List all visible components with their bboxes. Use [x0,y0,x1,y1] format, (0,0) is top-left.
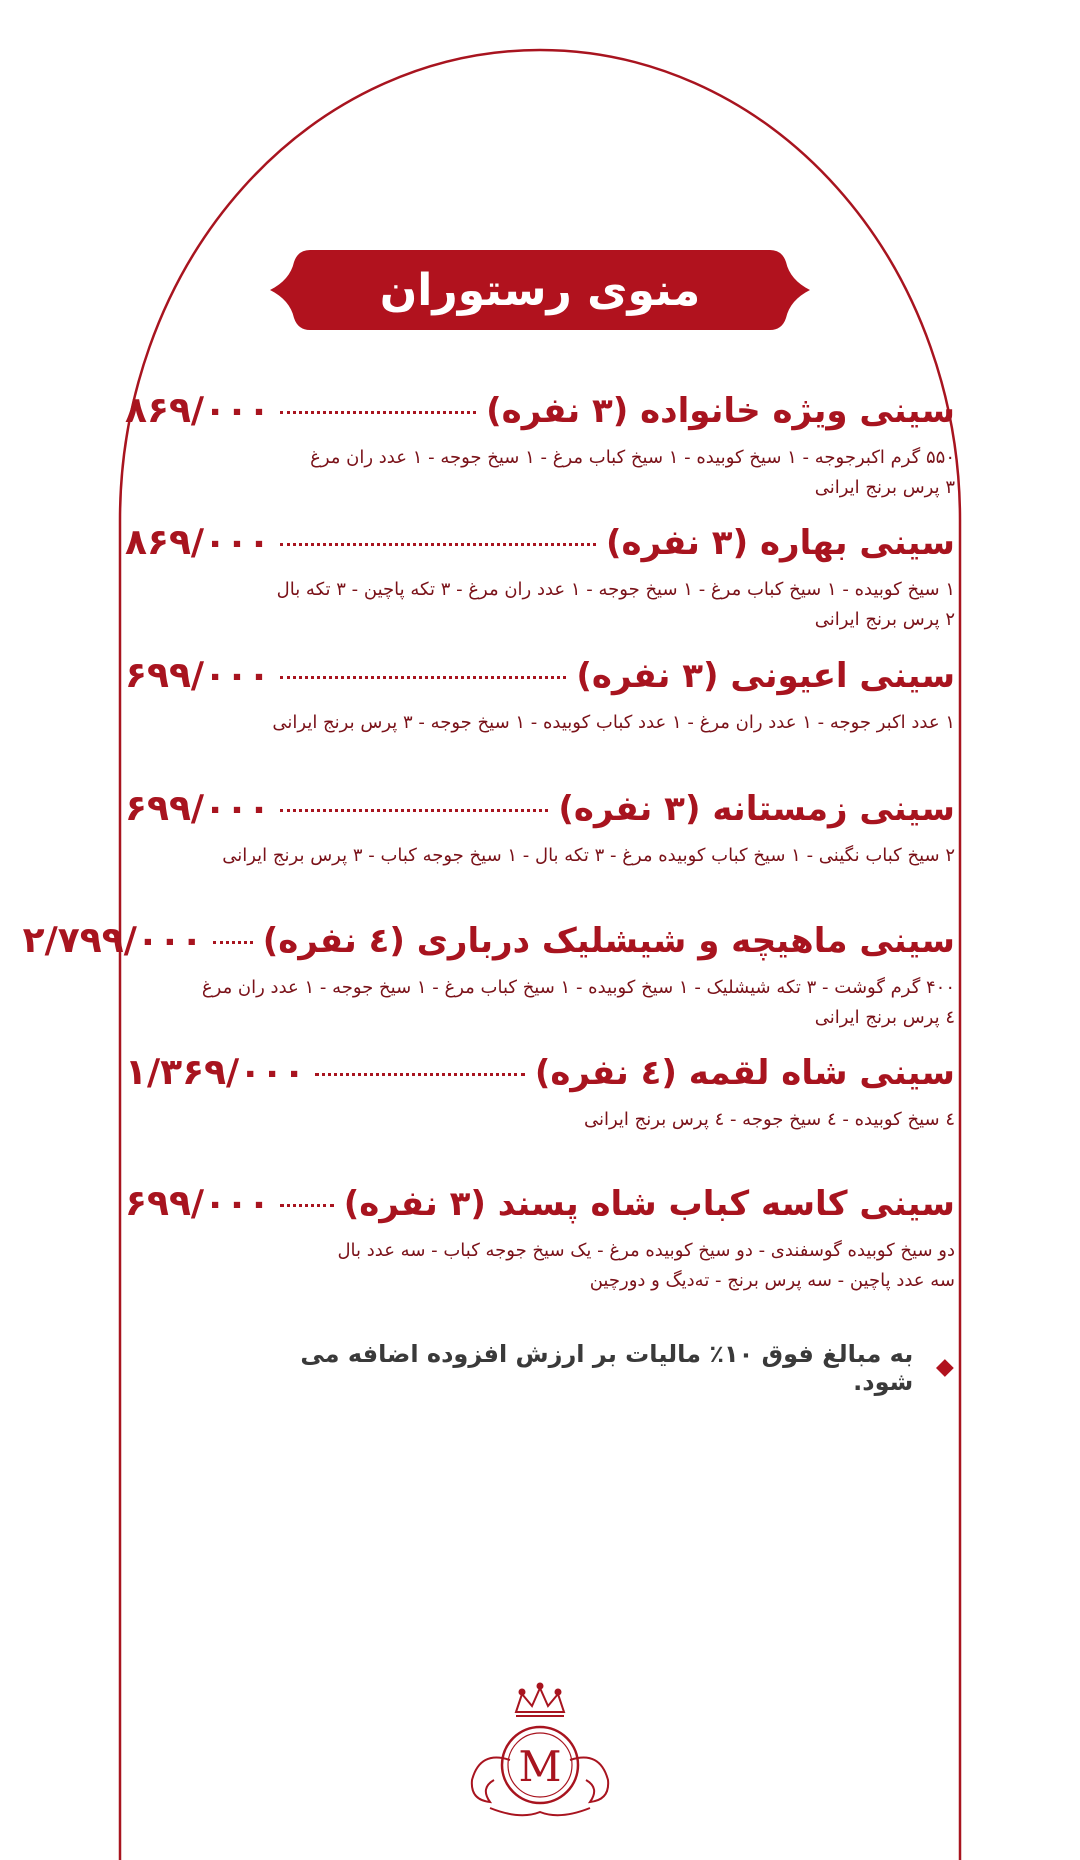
logo-letter: M [518,1742,562,1791]
menu-item-mahicheh [22,920,955,1033]
item-description: ۱ سیخ کوبیده - ۱ سیخ کباب مرغ - ۱ سیخ جوجه - ۱ عدد ران مرغ - ۳ تکه پاچین - ۳ تکه بال ۲ پرس برنج ایرانی [276,579,955,630]
tax-note [240,1340,955,1396]
dot-leader [280,1204,334,1207]
item-price: ۲/۷۹۹/۰۰۰ [22,920,203,961]
item-description: دو سیخ کوبیده گوسفندی - دو سیخ کوبیده مرغ - یک سیخ جوجه کباب - سه عدد بال سه عدد پاچین - سه پرس برنج - ته‌دیگ و دورچین [337,1240,955,1291]
page-title: منوی رستوران [379,264,701,316]
item-name: سینی شاه لقمه (٤ نفره) [534,1053,955,1093]
item-price: ۶۹۹/۰۰۰ [125,655,270,696]
diamond-bullet-icon [935,1358,955,1378]
item-price: ۸۶۹/۰۰۰ [125,390,270,431]
menu-item-shah-loghmeh [125,1052,955,1135]
dot-leader [280,411,476,414]
item-name: سینی ماهیچه و شیشلیک درباری (٤ نفره) [262,921,955,961]
tax-note-text: به مبالغ فوق ۱۰٪ مالیات بر ارزش افزوده اضافه می شود. [300,1340,914,1396]
dot-leader [213,941,253,944]
item-price: ۸۶۹/۰۰۰ [125,522,270,563]
item-description: ۲ سیخ کباب نگینی - ۱ سیخ کباب کوبیده مرغ - ۳ تکه بال - ۱ سیخ جوجه کباب - ۳ پرس برنج ایرانی [222,845,955,866]
item-name: سینی ویژه خانواده (۳ نفره) [486,391,955,431]
item-description: ٤ سیخ کوبیده - ٤ سیخ جوجه - ٤ پرس برنج ایرانی [583,1109,955,1130]
item-description: ۴۰۰ گرم گوشت - ۳ تکه شیشلیک - ۱ سیخ کوبیده - ۱ سیخ کباب مرغ - ۱ سیخ جوجه - ۱ عدد ران مرغ ٤ پرس برنج ایرانی [201,977,955,1028]
item-name: سینی کاسه کباب شاه پسند (۳ نفره) [343,1184,955,1224]
item-name: سینی بهاره (۳ نفره) [605,523,955,563]
crown-icon [516,1684,564,1717]
restaurant-logo [460,1680,620,1830]
item-description: ۱ عدد اکبر جوجه - ۱ عدد ران مرغ - ۱ عدد کباب کوبیده - ۱ سیخ جوجه - ۳ پرس برنج ایرانی [272,712,955,733]
dot-leader [315,1073,525,1076]
item-name: سینی اعیونی (۳ نفره) [576,656,955,696]
dot-leader [280,809,548,812]
item-description: ۵۵۰ گرم اکبرجوجه - ۱ سیخ کوبیده - ۱ سیخ کباب مرغ - ۱ سیخ جوجه - ۱ عدد ران مرغ ۳ پرس برنج ایرانی [310,447,955,498]
item-price: ۱/۳۶۹/۰۰۰ [125,1052,306,1093]
dot-leader [280,676,566,679]
item-price: ۶۹۹/۰۰۰ [125,788,270,829]
title-banner [270,240,810,340]
item-price: ۶۹۹/۰۰۰ [125,1183,270,1224]
menu-item-kaseh-kabab [125,1183,955,1296]
menu-item-family [125,390,955,503]
item-name: سینی زمستانه (۳ نفره) [558,789,955,829]
menu-item-ayooni [125,655,955,738]
dot-leader [280,543,596,546]
menu-item-bahareh [125,522,955,635]
menu-item-zemestaneh [125,788,955,871]
